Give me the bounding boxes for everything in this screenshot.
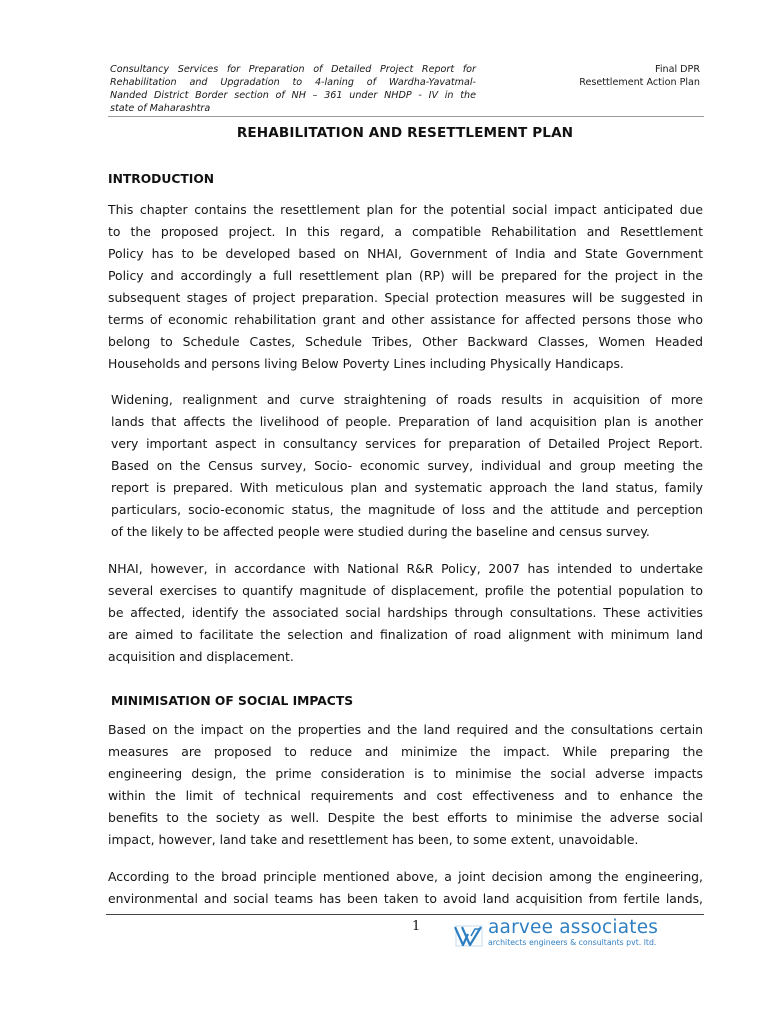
header-left-line: Nanded District Border section of NH – 361 under NHDP - IV in the bbox=[110, 90, 476, 101]
text-line: Widening, realignment and curve straightening of roads results in acquisition of more bbox=[111, 392, 703, 407]
text-line: several exercises to quantify magnitude of displacement, profile the potential population to bbox=[108, 583, 703, 598]
text-line: Policy has to be developed based on NHAI, Government of India and State Government bbox=[108, 246, 703, 261]
paragraph-introduction-3 bbox=[108, 558, 703, 668]
text-line: measures are proposed to reduce and minimize the impact. While preparing the bbox=[108, 744, 703, 759]
text-line: be affected, identify the associated social hardships through consultations. These activities bbox=[108, 605, 703, 620]
header-left-line: Consultancy Services for Preparation of Detailed Project Report for bbox=[110, 64, 476, 75]
header-resettlement-plan: Resettlement Action Plan bbox=[579, 77, 700, 88]
aarvee-logo-icon bbox=[454, 925, 484, 947]
header-left-line: Rehabilitation and Upgradation to 4-laning of Wardha-Yavatmal- bbox=[110, 77, 476, 88]
text-line: According to the broad principle mentioned above, a joint decision among the engineering, bbox=[108, 869, 703, 884]
heading-introduction: INTRODUCTION bbox=[108, 172, 215, 186]
text-line: Based on the impact on the properties and the land required and the consultations certain bbox=[108, 722, 703, 737]
text-line: belong to Schedule Castes, Schedule Tribes, Other Backward Classes, Women Headed bbox=[108, 334, 703, 349]
text-line: lands that affects the livelihood of people. Preparation of land acquisition plan is another bbox=[111, 414, 703, 429]
text-line: are aimed to facilitate the selection and finalization of road alignment with minimum land bbox=[108, 627, 703, 642]
text-line: impact, however, land take and resettlement has been, to some extent, unavoidable. bbox=[108, 832, 639, 847]
text-line: of the likely to be affected people were studied during the baseline and census survey. bbox=[111, 524, 650, 539]
header-final-dpr: Final DPR bbox=[655, 64, 700, 75]
header-divider bbox=[108, 116, 704, 117]
paragraph-minimisation-2 bbox=[108, 866, 703, 910]
text-line: terms of economic rehabilitation grant and other assistance for affected persons those who bbox=[108, 312, 703, 327]
paragraph-introduction-2 bbox=[111, 389, 703, 543]
header-project-description bbox=[110, 63, 476, 115]
text-line: report is prepared. With meticulous plan and systematic approach the land status, family bbox=[111, 480, 703, 495]
text-line: acquisition and displacement. bbox=[108, 649, 294, 664]
header-left-line: state of Maharashtra bbox=[110, 103, 211, 114]
text-line: to the proposed project. In this regard, a compatible Rehabilitation and Resettlement bbox=[108, 224, 703, 239]
paragraph-minimisation-1 bbox=[108, 719, 703, 851]
header-document-type bbox=[579, 63, 700, 89]
text-line: engineering design, the prime consideration is to minimise the social adverse impacts bbox=[108, 766, 703, 781]
text-line: Households and persons living Below Poverty Lines including Physically Handicaps. bbox=[108, 356, 624, 371]
page-title: REHABILITATION AND RESETTLEMENT PLAN bbox=[236, 125, 574, 141]
company-tagline: architects engineers & consultants pvt. ltd. bbox=[488, 938, 657, 947]
text-line: This chapter contains the resettlement plan for the potential social impact anticipated due bbox=[108, 202, 703, 217]
text-line: subsequent stages of project preparation. Special protection measures will be suggested in bbox=[108, 290, 703, 305]
company-name: aarvee associates bbox=[488, 917, 659, 938]
heading-minimisation: MINIMISATION OF SOCIAL IMPACTS bbox=[111, 694, 354, 708]
text-line: NHAI, however, in accordance with National R&R Policy, 2007 has intended to undertake bbox=[108, 561, 703, 576]
text-line: Policy and accordingly a full resettlement plan (RP) will be prepared for the project in the bbox=[108, 268, 703, 283]
text-line: very important aspect in consultancy services for preparation of Detailed Project Report. bbox=[111, 436, 703, 451]
paragraph-introduction-1 bbox=[108, 199, 703, 375]
text-line: benefits to the society as well. Despite the best efforts to minimise the adverse social bbox=[108, 810, 703, 825]
text-line: within the limit of technical requirements and cost effectiveness and to enhance the bbox=[108, 788, 703, 803]
text-line: particulars, socio-economic status, the magnitude of loss and the attitude and perception bbox=[111, 502, 703, 517]
text-line: Based on the Census survey, Socio- economic survey, individual and group meeting the bbox=[111, 458, 703, 473]
page-number: 1 bbox=[412, 919, 421, 934]
text-line: environmental and social teams has been taken to avoid land acquisition from fertile lands, bbox=[108, 891, 703, 906]
footer-divider bbox=[106, 914, 704, 915]
